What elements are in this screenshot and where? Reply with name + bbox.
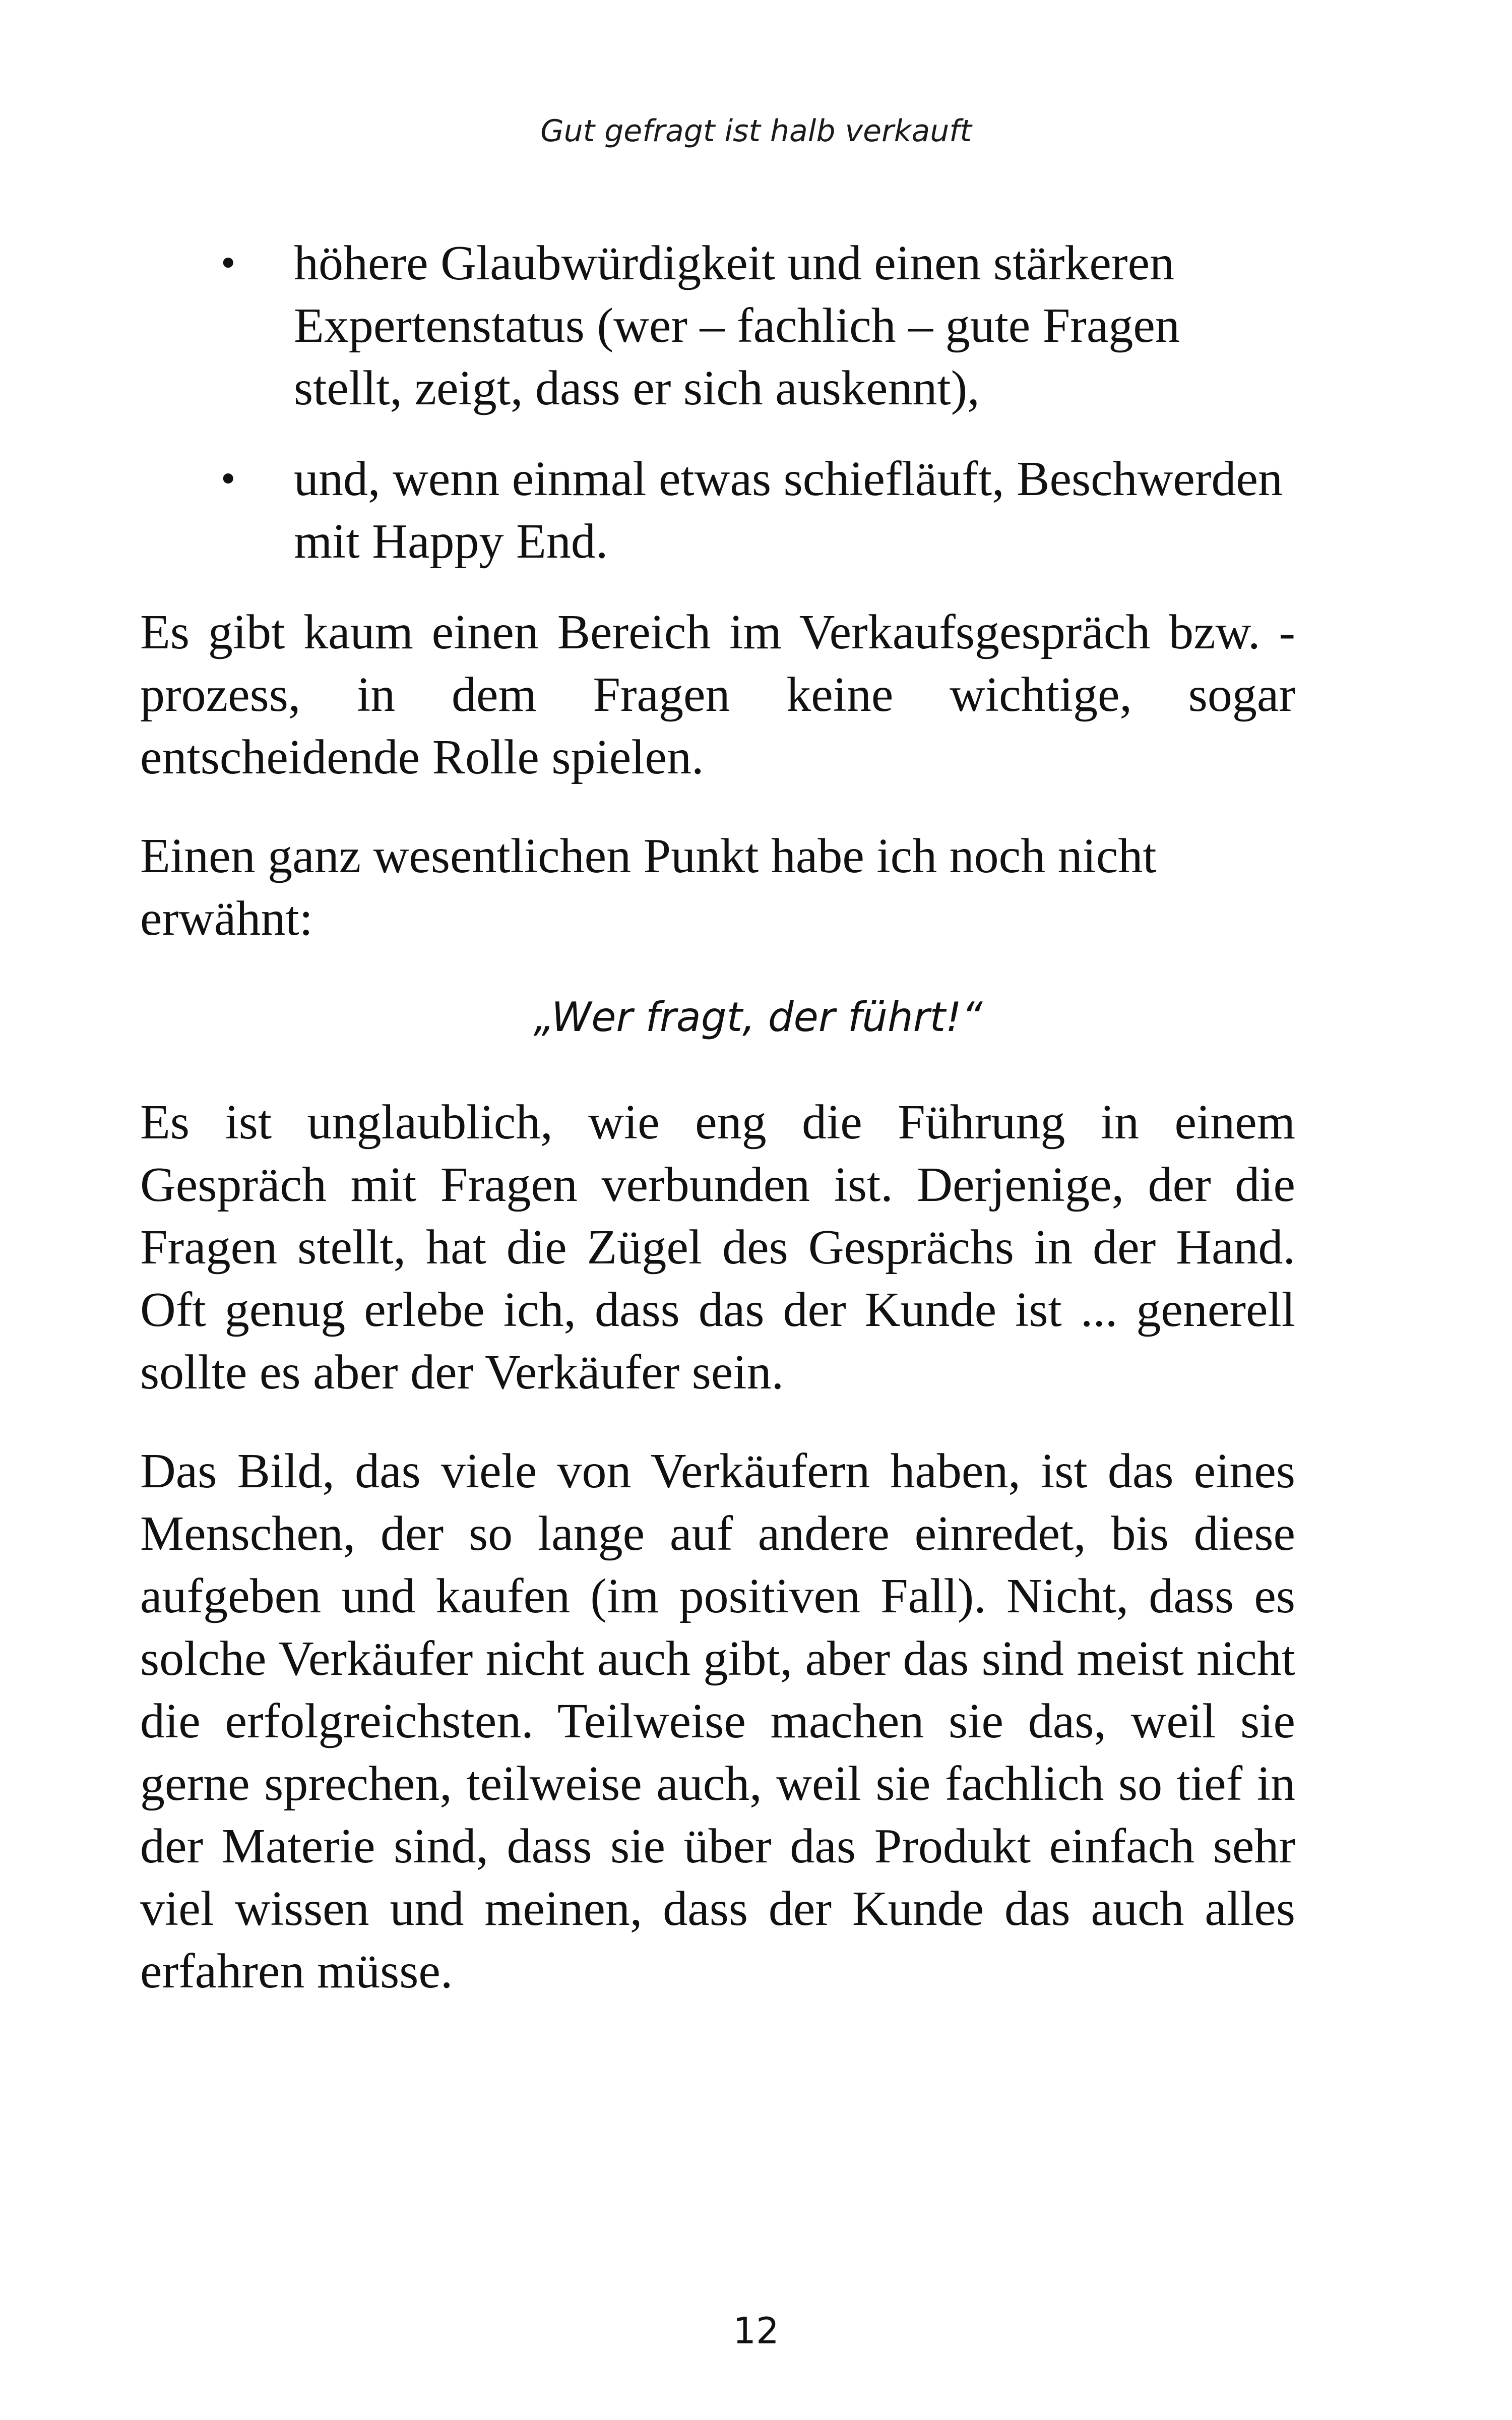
bullet-list bbox=[140, 232, 1295, 573]
paragraph: Es ist unglaublich, wie eng die Führung in einem Gespräch mit Fragen verbunden ist. Derjenige, der die Fragen stellt, hat die Zügel des Gesprächs in der Hand. Oft genug erlebe ich, dass das der Kunde ist ... generell sollte es aber der Verkäufer sein. bbox=[140, 1095, 1295, 1400]
list-item bbox=[140, 232, 1295, 419]
page-number: 12 bbox=[733, 2310, 779, 2352]
paragraph: Es gibt kaum einen Bereich im Verkaufsgespräch bzw. -prozess, in dem Fragen keine wichtige, sogar entscheidende Rolle spielen. bbox=[140, 605, 1295, 784]
paragraph: Einen ganz wesentlichen Punkt habe ich noch nicht erwähnt: bbox=[140, 829, 1157, 946]
paragraph: Das Bild, das viele von Verkäufern haben, ist das eines Menschen, der so lange auf andere einredet, bis diese aufgeben und kaufen (im positiven Fall). Nicht, dass es solche Verkäufer nicht auch gibt, aber das sind meist nicht die erfolgreichsten. Teilweise machen sie das, weil sie gerne sprechen, teilweise auch, weil sie fachlich so tief in der Materie sind, dass sie über das Produkt einfach sehr viel wissen und meinen, dass der Kunde das auch alles erfahren müsse. bbox=[140, 1444, 1295, 1999]
list-item bbox=[140, 448, 1295, 573]
body-text bbox=[140, 232, 1295, 2039]
running-header: Gut gefragt ist halb verkauft bbox=[540, 113, 972, 149]
list-item-text: höhere Glaubwürdigkeit und einen stärkeren Expertenstatus (wer – fachlich – gute Fragen stellt, zeigt, dass er sich auskennt), bbox=[294, 236, 1180, 415]
list-item-text: und, wenn einmal etwas schiefläuft, Beschwerden mit Happy End. bbox=[294, 452, 1283, 569]
bullet-icon: • bbox=[221, 239, 236, 286]
pull-quote: „Wer fragt, der führt!“ bbox=[533, 994, 983, 1041]
bullet-icon: • bbox=[221, 455, 236, 502]
